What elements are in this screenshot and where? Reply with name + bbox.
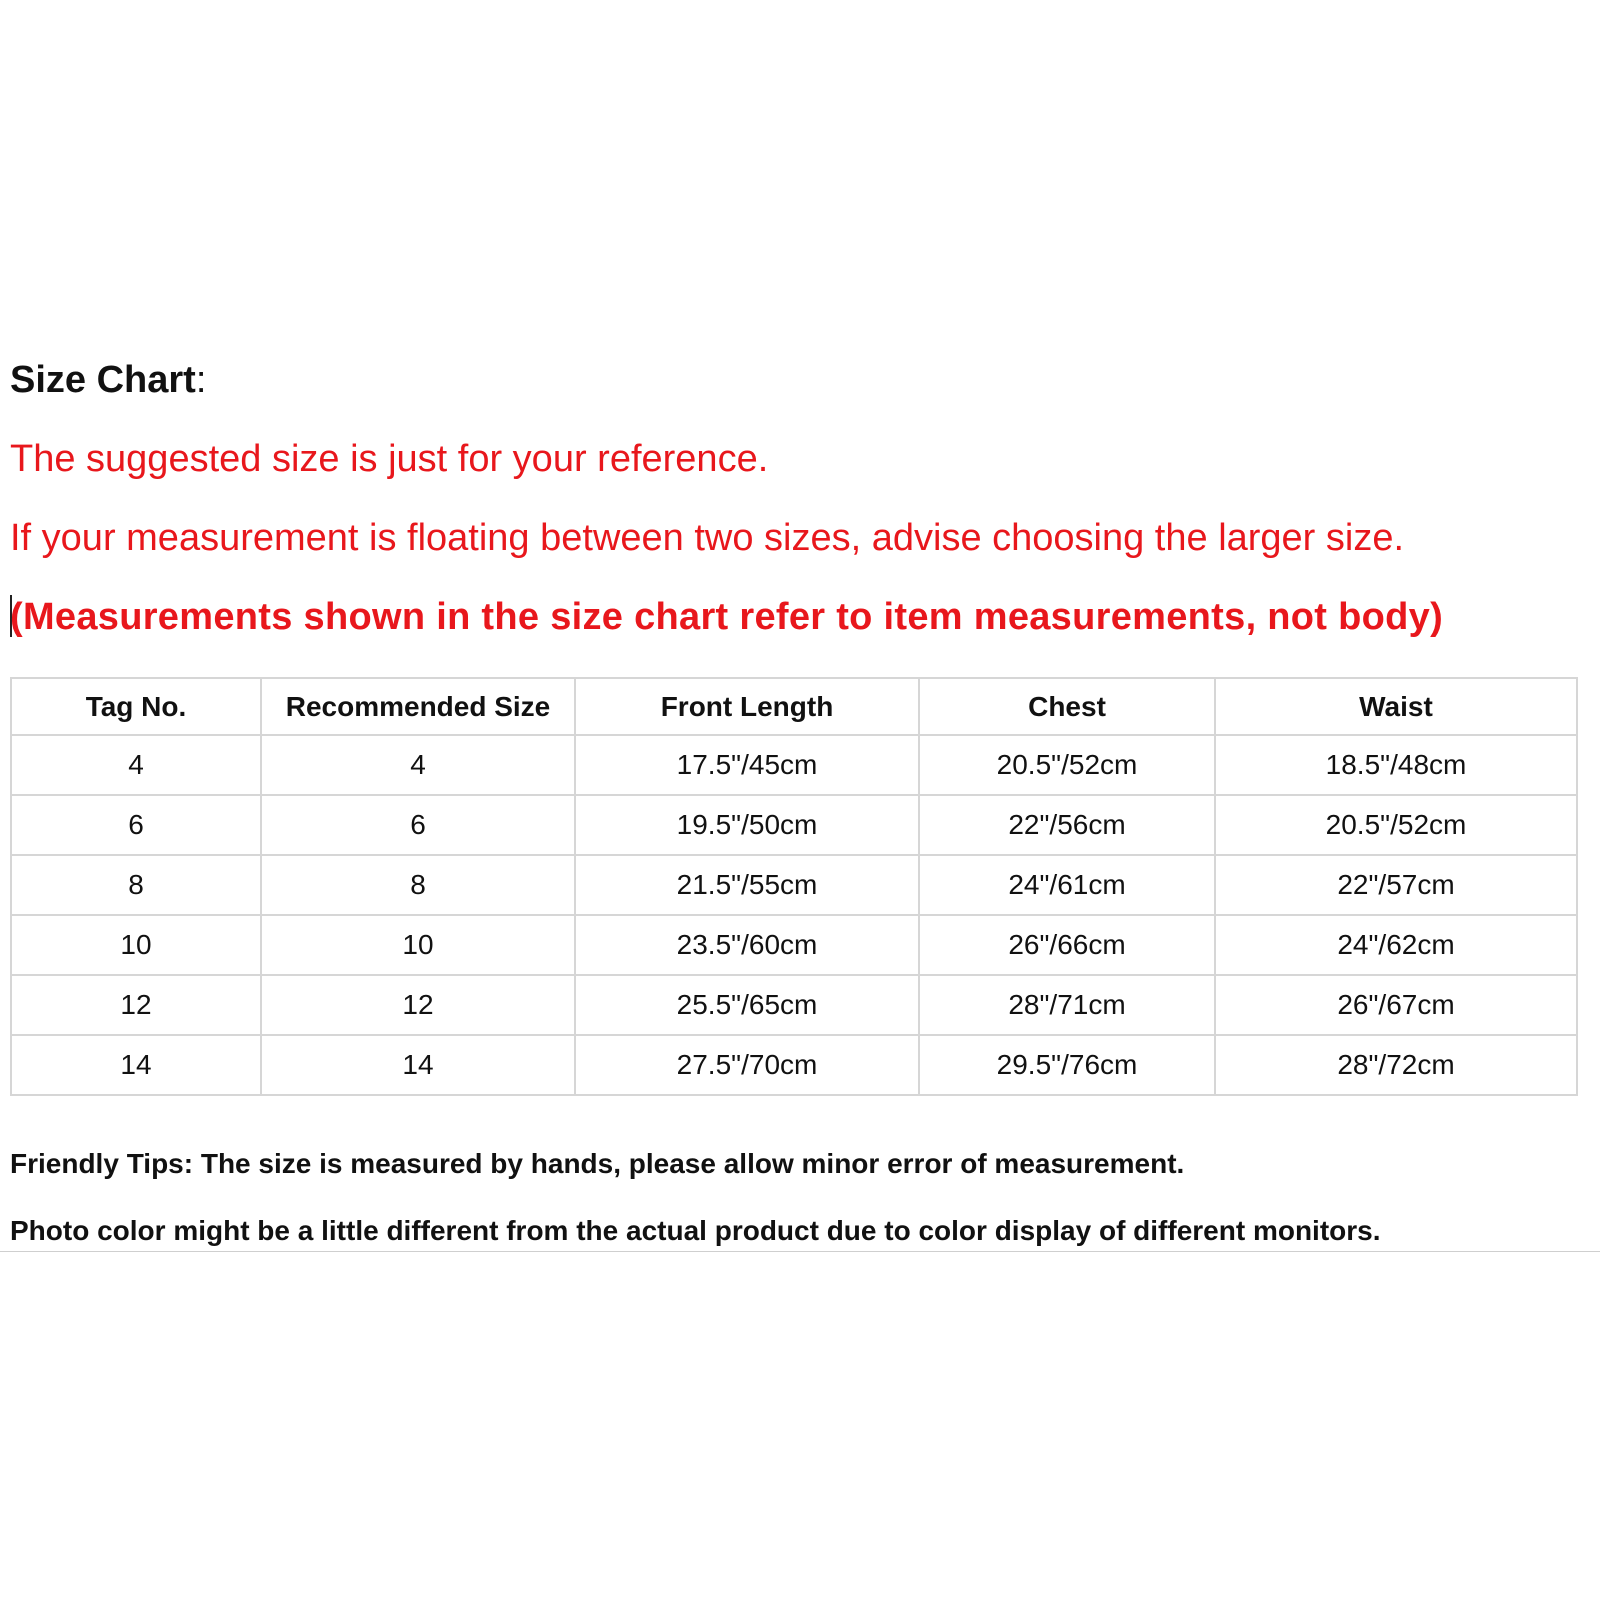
table-cell: 6 — [11, 795, 261, 855]
table-cell: 8 — [11, 855, 261, 915]
table-cell: 4 — [11, 735, 261, 795]
table-row — [11, 735, 1577, 795]
table-cell: 8 — [261, 855, 575, 915]
table-cell: 26"/66cm — [919, 915, 1215, 975]
table-row — [11, 915, 1577, 975]
measurement-note: (Measurements shown in the size chart refer to item measurements, not body) — [10, 596, 1444, 638]
table-cell: 12 — [11, 975, 261, 1035]
table-cell: 28"/71cm — [919, 975, 1215, 1035]
header-front-length: Front Length — [575, 678, 919, 735]
measurement-note-wrapper — [10, 595, 1443, 639]
table-cell: 21.5"/55cm — [575, 855, 919, 915]
table-cell: 10 — [261, 915, 575, 975]
friendly-tips: Friendly Tips: The size is measured by hands, please allow minor error of measurement. — [10, 1148, 1185, 1179]
table-cell: 18.5"/48cm — [1215, 735, 1577, 795]
sizing-advice-note: If your measurement is floating between two sizes, advise choosing the larger size. — [10, 517, 1405, 559]
table-cell: 26"/67cm — [1215, 975, 1577, 1035]
table-cell: 29.5"/76cm — [919, 1035, 1215, 1095]
table-cell: 24"/62cm — [1215, 915, 1577, 975]
table-cell: 28"/72cm — [1215, 1035, 1577, 1095]
header-waist: Waist — [1215, 678, 1577, 735]
table-row — [11, 1035, 1577, 1095]
header-recommended-size: Recommended Size — [261, 678, 575, 735]
table-header-row — [11, 678, 1577, 735]
table-row — [11, 975, 1577, 1035]
table-cell: 19.5"/50cm — [575, 795, 919, 855]
title-colon: : — [195, 359, 207, 401]
page-title — [10, 358, 206, 402]
table-cell: 14 — [261, 1035, 575, 1095]
table-cell: 23.5"/60cm — [575, 915, 919, 975]
bottom-divider — [0, 1251, 1600, 1252]
table-cell: 17.5"/45cm — [575, 735, 919, 795]
header-chest: Chest — [919, 678, 1215, 735]
table-cell: 4 — [261, 735, 575, 795]
table-cell: 20.5"/52cm — [919, 735, 1215, 795]
table-cell: 14 — [11, 1035, 261, 1095]
table-row — [11, 795, 1577, 855]
photo-color-note: Photo color might be a little different from the actual product due to color display of different monitors. — [10, 1215, 1381, 1246]
size-chart-title: Size Chart — [10, 359, 196, 401]
table-cell: 10 — [11, 915, 261, 975]
size-table — [10, 677, 1578, 1096]
table-cell: 20.5"/52cm — [1215, 795, 1577, 855]
table-cell: 27.5"/70cm — [575, 1035, 919, 1095]
table-row — [11, 855, 1577, 915]
table-cell: 25.5"/65cm — [575, 975, 919, 1035]
table-cell: 22"/57cm — [1215, 855, 1577, 915]
table-cell: 12 — [261, 975, 575, 1035]
reference-note: The suggested size is just for your reference. — [10, 438, 769, 480]
table-cell: 6 — [261, 795, 575, 855]
table-cell: 22"/56cm — [919, 795, 1215, 855]
table-cell: 24"/61cm — [919, 855, 1215, 915]
header-tag-no: Tag No. — [11, 678, 261, 735]
